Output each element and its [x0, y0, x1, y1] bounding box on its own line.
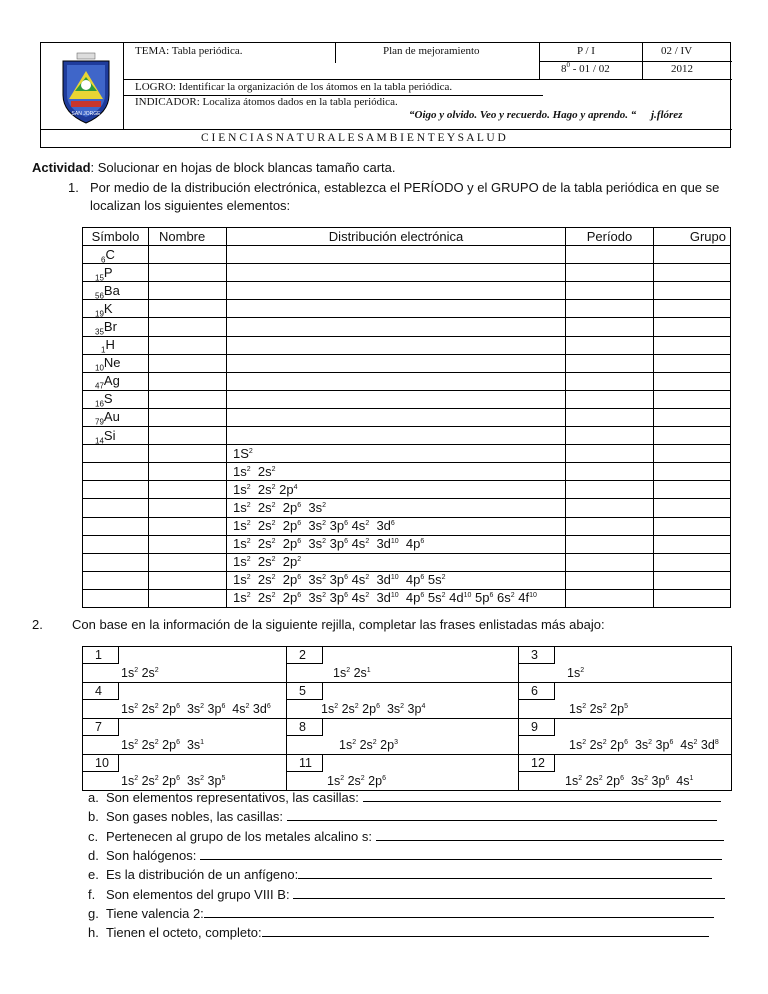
cell-grupo[interactable]	[654, 445, 731, 463]
cell-distribucion: $1S^2$	[227, 445, 566, 463]
cell-grupo[interactable]	[654, 427, 731, 445]
cell-distribucion: $1s^2$ $2s^2$ $2p^6$ $3s^2$	[227, 499, 566, 517]
cell-configuration: $1s^2$ $2s^2$ $2p^6$ $3s^2$ $3p^6$ $4s^1$	[565, 774, 694, 788]
cell-nombre[interactable]	[149, 535, 227, 553]
cell-configuration: $1s^2$ $2s^2$ $2p^6$ $3s^2$ $3p^6$ $4s^2$ $3d^6$	[121, 702, 271, 716]
cell-grupo[interactable]	[654, 264, 731, 282]
cell-distribucion[interactable]	[227, 336, 566, 354]
cell-periodo[interactable]	[566, 354, 654, 372]
cell-grupo[interactable]	[654, 481, 731, 499]
cell-periodo[interactable]	[566, 372, 654, 390]
cell-configuration: $1s^2$	[567, 666, 585, 680]
grid-cell	[83, 719, 287, 755]
cell-distribucion: $1s^2$ $2s^2$ $2p^6$ $3s^2$ $3p^6$ $4s^2$ $3d^{10}$ $4p^6$ $5s^2$	[227, 571, 566, 589]
cell-number: 5	[299, 684, 306, 698]
cell-number: 10	[95, 756, 109, 770]
fecha-label: 02 / IV	[661, 45, 693, 57]
cell-grupo[interactable]	[654, 408, 731, 426]
cell-configuration: $1s^2$ $2s^2$ $2p^6$	[327, 774, 386, 788]
cell-distribucion[interactable]	[227, 246, 566, 264]
cell-configuration: $1s^2$ $2s^2$ $2p^6$ $3s^2$ $3p^4$	[321, 702, 426, 716]
cell-simbolo: $_{14}$Si	[83, 427, 149, 445]
table-row	[83, 246, 731, 264]
cell-nombre[interactable]	[149, 463, 227, 481]
cell-distribucion[interactable]	[227, 427, 566, 445]
school-logo-icon	[57, 51, 115, 127]
table-row	[83, 589, 731, 607]
cell-number: 2	[299, 648, 306, 662]
grid-row	[83, 683, 732, 719]
cell-number: 4	[95, 684, 102, 698]
cell-simbolo: $_{19}$K	[83, 300, 149, 318]
cell-grupo[interactable]	[654, 499, 731, 517]
grid-cell	[83, 683, 287, 719]
document-header	[40, 42, 731, 148]
cell-periodo[interactable]	[566, 481, 654, 499]
table-row	[83, 336, 731, 354]
cell-periodo[interactable]	[566, 463, 654, 481]
answer-blank[interactable]	[262, 925, 709, 937]
table-header-row	[83, 228, 731, 246]
table-row	[83, 318, 731, 336]
col-header-distribucion: Distribución electrónica	[227, 228, 566, 246]
elements-table	[82, 227, 731, 608]
table-row	[83, 264, 731, 282]
question-1-text: Por medio de la distribución electrónica, establezca el PERÍODO y el GRUPO de la tabla periódica en que se	[90, 180, 720, 195]
grid-cell	[287, 647, 519, 683]
table-row	[83, 445, 731, 463]
cell-periodo[interactable]	[566, 318, 654, 336]
cell-grupo[interactable]	[654, 318, 731, 336]
cell-nombre[interactable]	[149, 427, 227, 445]
cell-nombre[interactable]	[149, 264, 227, 282]
cell-configuration: $1s^2$ $2s^2$ $2p^6$ $3s^2$ $3p^6$ $4s^2$ $3d^8$	[569, 738, 719, 752]
cell-number: 1	[95, 648, 102, 662]
cell-periodo[interactable]	[566, 427, 654, 445]
table-row	[83, 463, 731, 481]
cell-configuration: $1s^2$ $2s^2$ $2p^5$	[569, 702, 628, 716]
cell-periodo[interactable]	[566, 517, 654, 535]
cell-distribucion[interactable]	[227, 264, 566, 282]
cell-periodo[interactable]	[566, 264, 654, 282]
cell-simbolo: $_1$H	[83, 336, 149, 354]
cell-grupo[interactable]	[654, 246, 731, 264]
sentence-item: h. Tienen el octeto, completo:	[88, 925, 709, 940]
question-1-number: 1.	[68, 180, 79, 195]
cell-periodo[interactable]	[566, 336, 654, 354]
cell-nombre[interactable]	[149, 481, 227, 499]
cell-grupo[interactable]	[654, 390, 731, 408]
cell-nombre[interactable]	[149, 445, 227, 463]
table-row	[83, 553, 731, 571]
cell-configuration: $1s^2$ $2s^1$	[333, 666, 371, 680]
cell-simbolo: $_{10}$Ne	[83, 354, 149, 372]
table-row	[83, 372, 731, 390]
cell-number: 6	[531, 684, 538, 698]
cell-distribucion[interactable]	[227, 390, 566, 408]
table-row	[83, 535, 731, 553]
col-header-simbolo: Símbolo	[83, 228, 149, 246]
cell-number: 11	[299, 756, 312, 770]
cell-number: 7	[95, 720, 102, 734]
answer-blank[interactable]	[363, 790, 721, 802]
cell-simbolo[interactable]	[83, 589, 149, 607]
answer-blank[interactable]	[200, 848, 722, 860]
table-row	[83, 354, 731, 372]
indicador-text: INDICADOR: Localiza átomos dados en la tabla periódica.	[135, 96, 398, 108]
cell-periodo[interactable]	[566, 589, 654, 607]
cell-periodo[interactable]	[566, 408, 654, 426]
configuration-grid	[82, 646, 732, 791]
table-row	[83, 300, 731, 318]
grid-row	[83, 647, 732, 683]
cell-periodo[interactable]	[566, 390, 654, 408]
question-1-text-line2: localizan los siguientes elementos:	[90, 198, 291, 213]
cell-nombre[interactable]	[149, 300, 227, 318]
cell-distribucion: $1s^2$ $2s^2$	[227, 463, 566, 481]
cell-nombre[interactable]	[149, 408, 227, 426]
cell-grupo[interactable]	[654, 517, 731, 535]
area-title: C I E N C I A S N A T U R A L E S A M B I E N T E Y S A L U D	[201, 132, 506, 144]
sentence-item: b. Son gases nobles, las casillas:	[88, 809, 717, 824]
sentence-item: d. Son halógenos:	[88, 848, 722, 863]
table-row	[83, 390, 731, 408]
cell-simbolo: $_{56}$Ba	[83, 282, 149, 300]
tema-label: TEMA: Tabla periódica.	[135, 45, 243, 57]
sentence-item: f. Son elementos del grupo VIII B:	[88, 887, 725, 902]
cell-simbolo: $_6$C	[83, 246, 149, 264]
cell-nombre[interactable]	[149, 318, 227, 336]
col-header-periodo: Período	[566, 228, 654, 246]
question-2-text: Con base en la información de la siguiente rejilla, completar las frases enlistadas más abajo:	[72, 617, 605, 632]
cell-simbolo: $_{35}$Br	[83, 318, 149, 336]
cell-simbolo[interactable]	[83, 463, 149, 481]
cell-nombre[interactable]	[149, 336, 227, 354]
grid-row	[83, 719, 732, 755]
cell-configuration: $1s^2$ $2s^2$ $2p^3$	[339, 738, 398, 752]
cell-periodo[interactable]	[566, 246, 654, 264]
cell-nombre[interactable]	[149, 571, 227, 589]
cell-simbolo: $_{79}$Au	[83, 408, 149, 426]
cell-number: 8	[299, 720, 306, 734]
cell-nombre[interactable]	[149, 282, 227, 300]
cell-configuration: $1s^2$ $2s^2$	[121, 666, 159, 680]
cell-grupo[interactable]	[654, 463, 731, 481]
cell-simbolo[interactable]	[83, 553, 149, 571]
table-row	[83, 499, 731, 517]
periodo-label: P / I	[577, 45, 595, 57]
actividad-line: Actividad: Solucionar en hojas de block blancas tamaño carta.	[32, 160, 396, 175]
grid-cell	[519, 755, 732, 791]
cell-number: 12	[531, 756, 545, 770]
cell-periodo[interactable]	[566, 445, 654, 463]
cell-grupo[interactable]	[654, 354, 731, 372]
cell-nombre[interactable]	[149, 553, 227, 571]
table-row	[83, 517, 731, 535]
grid-cell	[83, 755, 287, 791]
cell-nombre[interactable]	[149, 589, 227, 607]
cell-distribucion[interactable]	[227, 354, 566, 372]
cell-nombre[interactable]	[149, 354, 227, 372]
cell-distribucion[interactable]	[227, 318, 566, 336]
col-header-nombre: Nombre	[149, 228, 227, 246]
autor-text: j.flórez	[651, 109, 683, 121]
answer-blank[interactable]	[293, 887, 725, 899]
cell-nombre[interactable]	[149, 499, 227, 517]
plan-label: Plan de mejoramiento	[383, 45, 480, 57]
cell-number: 9	[531, 720, 538, 734]
grid-row	[83, 755, 732, 791]
cell-distribucion[interactable]	[227, 372, 566, 390]
cell-number: 3	[531, 648, 538, 662]
cell-simbolo[interactable]	[83, 535, 149, 553]
cell-grupo[interactable]	[654, 372, 731, 390]
cell-periodo[interactable]	[566, 499, 654, 517]
cell-grupo[interactable]	[654, 282, 731, 300]
cell-simbolo: $_{16}$S	[83, 390, 149, 408]
grid-cell	[287, 683, 519, 719]
grid-cell	[287, 719, 519, 755]
cell-distribucion: $1s^2$ $2s^2$ $2p^4$	[227, 481, 566, 499]
cell-periodo[interactable]	[566, 553, 654, 571]
cell-distribucion[interactable]	[227, 300, 566, 318]
cell-grupo[interactable]	[654, 553, 731, 571]
cell-configuration: $1s^2$ $2s^2$ $2p^6$ $3s^1$	[121, 738, 205, 752]
cell-simbolo: $_{15}$P	[83, 264, 149, 282]
cell-grupo[interactable]	[654, 589, 731, 607]
logo-text: SAN JORGE	[71, 111, 101, 117]
grid-cell	[519, 647, 732, 683]
cell-simbolo: $_{47}$Ag	[83, 372, 149, 390]
cell-simbolo[interactable]	[83, 517, 149, 535]
table-row	[83, 427, 731, 445]
cell-simbolo[interactable]	[83, 571, 149, 589]
anio-label: 2012	[671, 63, 693, 75]
answer-blank[interactable]	[287, 809, 717, 821]
cell-distribucion: $1s^2$ $2s^2$ $2p^2$	[227, 553, 566, 571]
cell-nombre[interactable]	[149, 372, 227, 390]
table-row	[83, 571, 731, 589]
cell-configuration: $1s^2$ $2s^2$ $2p^6$ $3s^2$ $3p^5$	[121, 774, 226, 788]
question-2-number: 2.	[32, 617, 43, 632]
table-row	[83, 408, 731, 426]
col-header-grupo: Grupo	[654, 228, 731, 246]
sentence-item: c. Pertenecen al grupo de los metales alcalino s:	[88, 829, 724, 844]
logro-text: LOGRO: Identificar la organización de los átomos en la tabla periódica.	[135, 81, 453, 93]
sentence-item: g. Tiene valencia 2:	[88, 906, 714, 921]
answer-blank[interactable]	[298, 867, 712, 879]
answer-blank[interactable]	[376, 829, 724, 841]
grid-cell	[519, 683, 732, 719]
cell-periodo[interactable]	[566, 571, 654, 589]
sentence-item: e. Es la distribución de un anfígeno:	[88, 867, 712, 882]
cell-nombre[interactable]	[149, 246, 227, 264]
cell-distribucion[interactable]	[227, 408, 566, 426]
cell-distribucion: $1s^2$ $2s^2$ $2p^6$ $3s^2$ $3p^6$ $4s^2$ $3d^{10}$ $4p^6$	[227, 535, 566, 553]
cell-simbolo[interactable]	[83, 445, 149, 463]
cell-periodo[interactable]	[566, 535, 654, 553]
cell-distribucion: $1s^2$ $2s^2$ $2p^6$ $3s^2$ $3p^6$ $4s^2$ $3d^6$	[227, 517, 566, 535]
grid-cell	[83, 647, 287, 683]
sentence-item: a. Son elementos representativos, las casillas:	[88, 790, 721, 805]
cell-grupo[interactable]	[654, 535, 731, 553]
cell-distribucion[interactable]	[227, 282, 566, 300]
grid-cell	[287, 755, 519, 791]
grado-label: $8^0 - 01 / 02$	[561, 61, 610, 75]
lema-text: “Oigo y olvido. Veo y recuerdo. Hago y aprendo. “	[409, 109, 637, 121]
cell-distribucion: $1s^2$ $2s^2$ $2p^6$ $3s^2$ $3p^6$ $4s^2$ $3d^{10}$ $4p^6$ $5s^2$ $4d^{10}$ $5p^6$ $6s^2$ $4f^{10}$	[227, 589, 566, 607]
cell-periodo[interactable]	[566, 282, 654, 300]
cell-grupo[interactable]	[654, 571, 731, 589]
answer-blank[interactable]	[204, 906, 714, 918]
cell-simbolo[interactable]	[83, 481, 149, 499]
table-row	[83, 282, 731, 300]
table-row	[83, 481, 731, 499]
grid-cell	[519, 719, 732, 755]
cell-simbolo[interactable]	[83, 499, 149, 517]
cell-nombre[interactable]	[149, 517, 227, 535]
cell-grupo[interactable]	[654, 300, 731, 318]
cell-nombre[interactable]	[149, 390, 227, 408]
cell-periodo[interactable]	[566, 300, 654, 318]
cell-grupo[interactable]	[654, 336, 731, 354]
